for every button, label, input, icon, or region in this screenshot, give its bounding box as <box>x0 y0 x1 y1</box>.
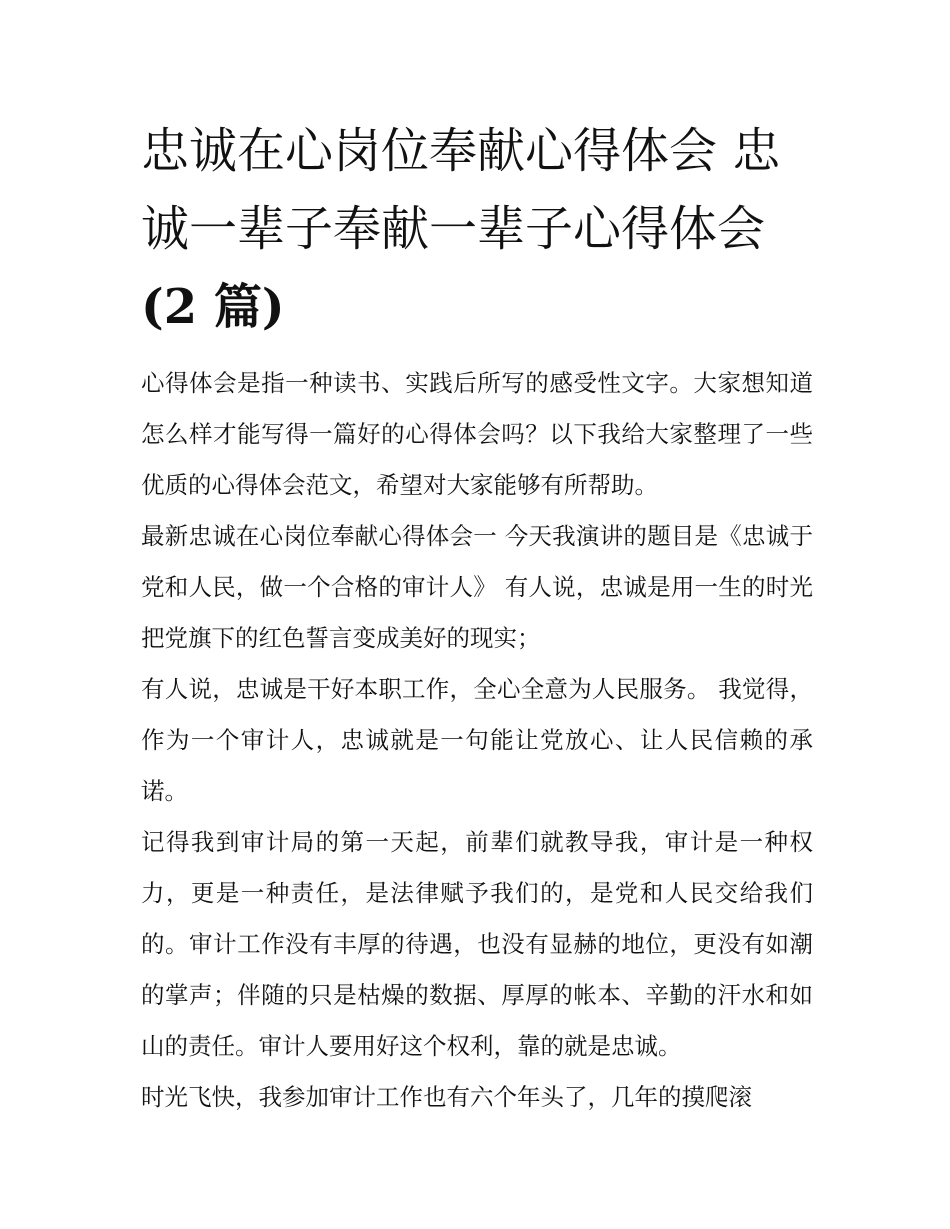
document-title <box>141 112 813 346</box>
document-body <box>141 358 813 1123</box>
paragraph-intro: 心得体会是指一种读书、实践后所写的感受性文字。大家想知道怎么样才能写得一篇好的心得体会吗？以下我给大家整理了一些优质的心得体会范文，希望对大家能够有所帮助。 <box>141 369 813 499</box>
paragraph-speech-opening: 最新忠诚在心岗位奉献心得体会一 今天我演讲的题目是《忠诚于党和人民，做一个合格的审计人》 有人说，忠诚是用一生的时光把党旗下的红色誓言变成美好的现实； <box>141 522 813 652</box>
document-page <box>141 112 813 1123</box>
title-main-text: 忠诚在心岗位奉献心得体会 忠诚一辈子奉献一辈子心得体会 <box>141 123 781 257</box>
paragraph-loyalty-meaning: 有人说，忠诚是干好本职工作，全心全意为人民服务。 我觉得，作为一个审计人，忠诚就是一句能让党放心、让人民信赖的承诺。 <box>141 675 813 805</box>
paragraph-audit-responsibility: 记得我到审计局的第一天起，前辈们就教导我，审计是一种权力，更是一种责任，是法律赋予我们的，是党和人民交给我们的。审计工作没有丰厚的待遇，也没有显赫的地位，更没有如潮的掌声；伴随的只是枯燥的数据、厚厚的帐本、辛勤的汗水和如山的责任。审计人要用好这个权利，靠的就是忠诚。 <box>141 828 813 1060</box>
paragraph-six-years: 时光飞快，我参加审计工作也有六个年头了，几年的摸爬滚 <box>141 1083 752 1111</box>
title-suffix-text: (2 篇) <box>141 279 285 335</box>
